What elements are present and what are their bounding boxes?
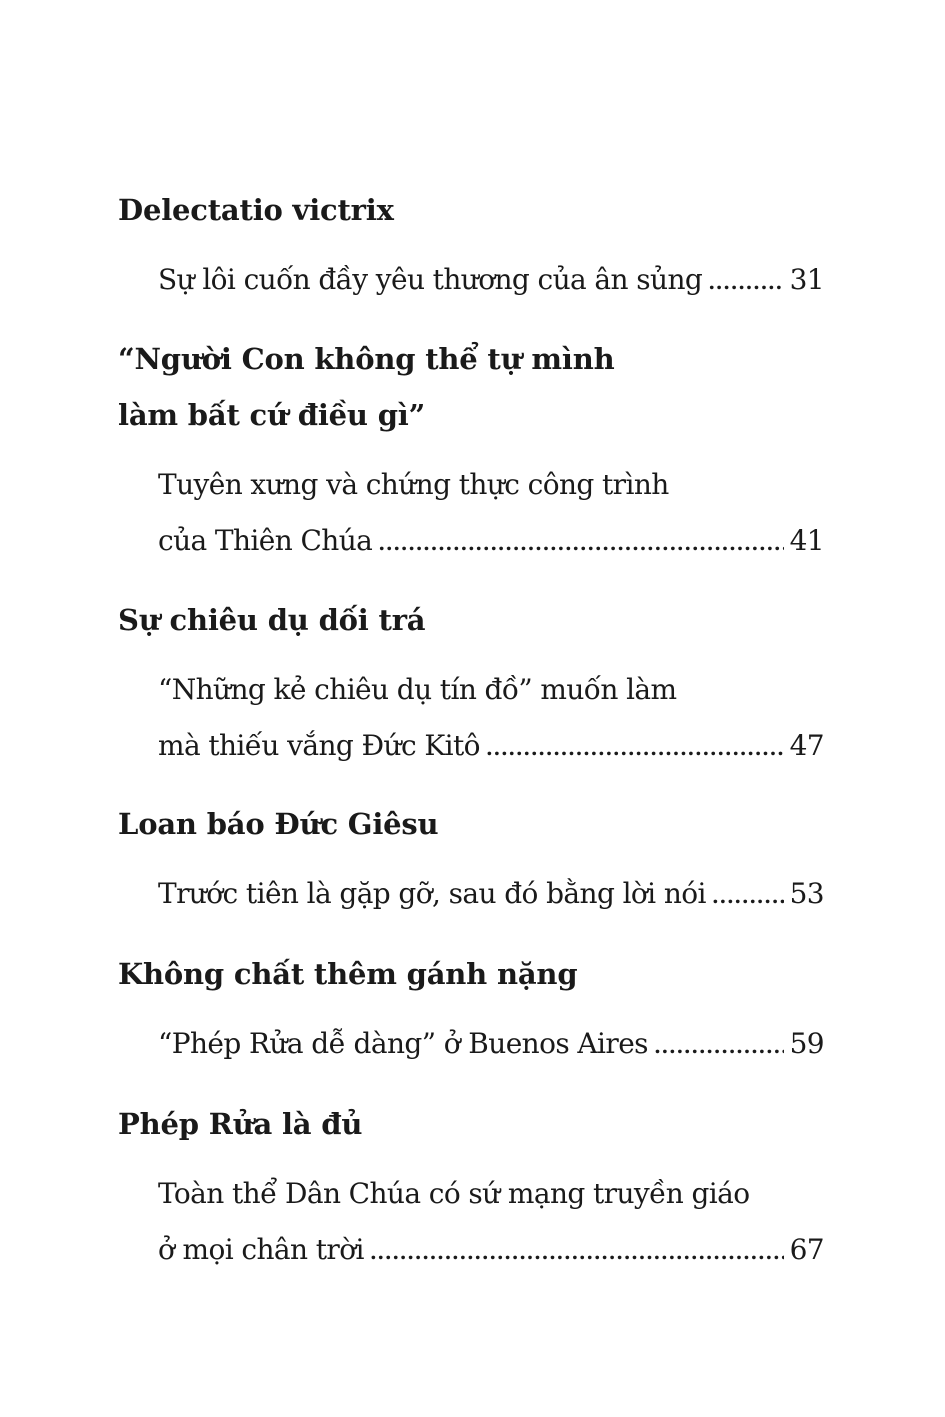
toc-entry[interactable] [158,457,824,571]
page-number: 41 [789,524,824,557]
heading-line: Sự chiêu dụ dối trá [118,603,426,637]
toc-entry[interactable] [158,866,824,924]
toc-heading [118,796,838,852]
toc-heading [118,331,838,443]
entry-title: của Thiên Chúa [158,524,373,557]
page-number: 59 [789,1027,824,1060]
toc-heading [118,1096,838,1152]
entry-leader-line [158,866,824,924]
toc-entry[interactable] [158,252,824,310]
entry-leader-line [158,1222,824,1280]
dot-leader [370,1224,784,1280]
toc-entry[interactable] [158,662,824,776]
heading-line: Không chất thêm gánh nặng [118,957,578,991]
dot-leader [378,515,783,571]
entry-title: ở mọi chân trời [158,1233,364,1266]
dot-leader [486,720,784,776]
entry-title: mà thiếu vắng Đức Kitô [158,729,480,762]
entry-title: Trước tiên là gặp gỡ, sau đó bằng lời nói [158,877,706,910]
toc-entry[interactable] [158,1016,824,1074]
entry-title-line: Tuyên xưng và chứng thực công trình [158,468,669,501]
entry-leader-line [158,718,824,776]
dot-leader [708,254,783,310]
entry-leader-line [158,1016,824,1074]
page-number: 47 [789,729,824,762]
entry-leader-line [158,513,824,571]
dot-leader [712,868,784,924]
entry-title-line: “Những kẻ chiêu dụ tín đồ” muốn làm [158,673,677,706]
heading-line: Phép Rửa là đủ [118,1107,363,1141]
page-number: 53 [789,877,824,910]
entry-title: “Phép Rửa dễ dàng” ở Buenos Aires [158,1027,648,1060]
toc-heading [118,946,838,1002]
dot-leader [654,1018,784,1074]
entry-title: Sự lôi cuốn đầy yêu thương của ân sủng [158,263,703,296]
heading-line: “Người Con không thể tự mình [118,342,615,376]
entry-leader-line [158,252,824,310]
heading-line: làm bất cứ điều gì” [118,398,426,432]
page-number: 67 [789,1233,824,1266]
entry-title-line: Toàn thể Dân Chúa có sứ mạng truyền giáo [158,1177,750,1210]
page-number: 31 [789,263,824,296]
toc-entry[interactable] [158,1166,824,1280]
heading-line: Loan báo Đức Giêsu [118,807,439,841]
heading-line: Delectatio victrix [118,193,394,227]
toc-heading [118,182,838,238]
toc-heading [118,592,838,648]
